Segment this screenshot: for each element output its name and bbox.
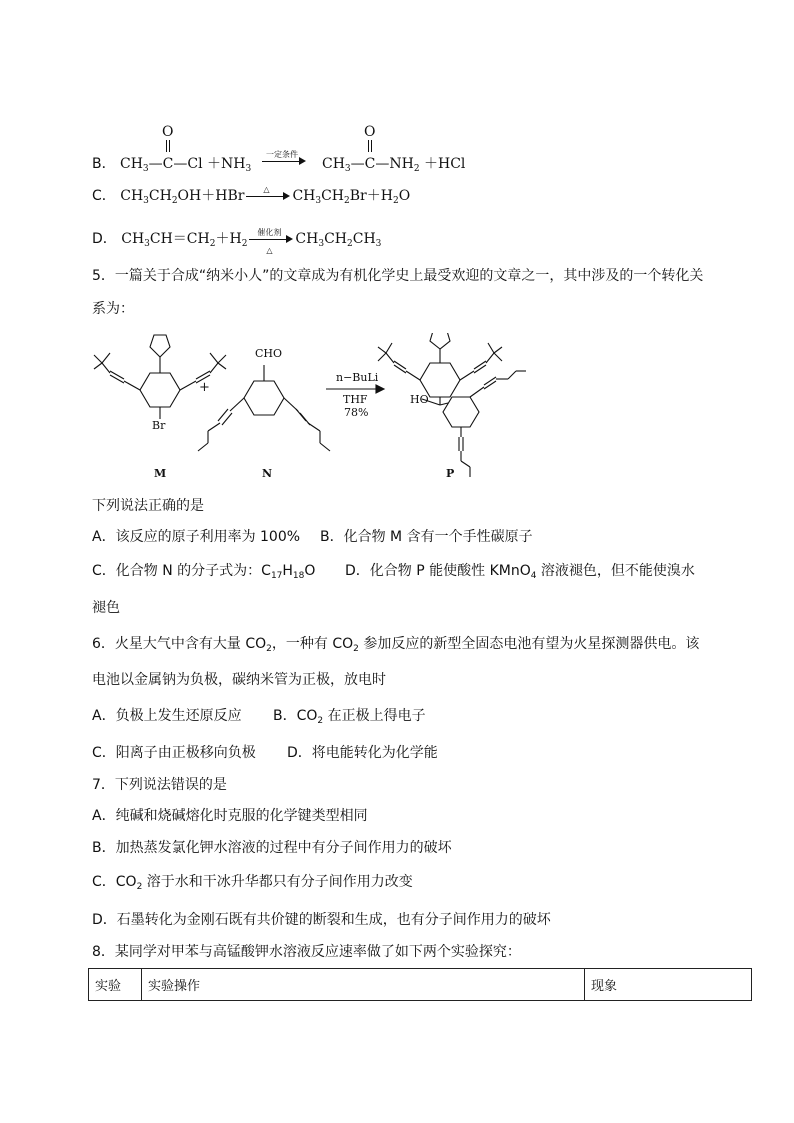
question-5-option-d: D．化合物 P 能使酸性 KMnO$_4$ 溶液褪色，但不能使溴水	[345, 563, 695, 581]
double-bond-icon	[368, 140, 369, 152]
question-5-option-d-cont: 褪色	[92, 600, 120, 616]
nanoputian-reaction-figure	[92, 333, 532, 485]
reaction-arrow-icon: △	[246, 189, 290, 203]
carbonyl-oxygen: O	[364, 124, 376, 140]
question-7-stem: 7．下列说法错误的是	[92, 777, 227, 793]
double-bond-icon	[166, 140, 167, 152]
reactant-acyl-chloride: $CH_3—C—Cl$	[120, 156, 203, 174]
question-5-stem: 5．一篇关于合成“纳米小人”的文章成为有机化学史上最受欢迎的文章之一，其中涉及的一个转化关	[92, 268, 704, 284]
option-c-reaction	[92, 186, 410, 206]
label-p: P	[446, 467, 455, 480]
question-5-prompt: 下列说法正确的是	[92, 498, 204, 514]
question-7-option-b: B．加热蒸发氯化钾水溶液的过程中有分子间作用力的破坏	[92, 840, 452, 856]
question-5-stem-cont: 系为：	[92, 301, 134, 317]
reaction-arrow-icon: 一定条件	[262, 154, 306, 168]
question-6-option-a: A．负极上发生还原反应	[92, 708, 242, 724]
question-6-option-b: B．$CO_2$ 在正极上得电子	[273, 708, 426, 726]
carbonyl-oxygen: O	[162, 124, 174, 140]
molecule-n	[198, 365, 330, 451]
plus-sign: +	[199, 380, 210, 395]
question-6-stem: 6．火星大气中含有大量 $CO_2$，一种有 $CO_2$ 参加反应的新型全固态电池有望为火星探测器供电。该	[92, 636, 700, 654]
reaction-arrow-icon: 催化剂 △	[249, 232, 293, 246]
reactant-ammonia: $+NH_3$	[207, 156, 252, 174]
col-header-experiment: 实验	[89, 969, 142, 1001]
option-d-reaction	[92, 228, 382, 255]
reagent-label: n−BuLi	[336, 371, 379, 384]
reaction-equation: $CH_3CH=CH_2+H_2$ 催化剂 △ $CH_3CH_2CH_3$	[121, 228, 382, 255]
question-8-stem: 8．某同学对甲苯与高锰酸钾水溶液反应速率做了如下两个实验探究：	[92, 944, 521, 960]
question-5-option-c: C．化合物 N 的分子式为：$C_{17}H_{18}O$	[92, 563, 316, 581]
solvent-label: THF	[343, 393, 368, 406]
label-n: N	[262, 467, 273, 480]
option-label: B．	[92, 156, 116, 172]
reaction-equation: $CH_3CH_2OH+HBr$ △ $CH_3CH_2Br+H_2O$	[120, 185, 411, 206]
molecule-p	[378, 333, 526, 477]
label-br: Br	[152, 419, 166, 432]
product-amide: $CH_3—C—NH_2$	[322, 156, 420, 174]
option-label: C．	[92, 188, 116, 204]
experiment-table	[88, 968, 752, 1001]
question-7-option-d: D．石墨转化为金刚石既有共价键的断裂和生成，也有分子间作用力的破坏	[92, 912, 551, 928]
option-label: D．	[92, 231, 117, 247]
question-5-option-a: A．该反应的原子利用率为 100%	[92, 529, 301, 545]
yield-label: 78%	[344, 406, 369, 419]
question-5-option-b: B．化合物 M 含有一个手性碳原子	[320, 529, 533, 545]
label-ho: HO	[410, 393, 429, 406]
question-6-option-d: D．将电能转化为化学能	[287, 745, 438, 761]
question-7-option-c: C．$CO_2$ 溶于水和干冰升华都只有分子间作用力改变	[92, 874, 413, 892]
product-hcl: ＋HCl	[424, 156, 466, 172]
col-header-phenomenon: 现象	[585, 969, 752, 1001]
question-6-stem-cont: 电池以金属钠为负极，碳纳米管为正极，放电时	[92, 672, 386, 688]
molecule-m	[94, 335, 226, 419]
label-m: M	[154, 467, 167, 480]
table-header-row	[89, 969, 752, 1001]
col-header-operation: 实验操作	[142, 969, 585, 1001]
label-cho: CHO	[255, 347, 283, 360]
question-7-option-a: A．纯碱和烧碱熔化时克服的化学键类型相同	[92, 808, 368, 824]
question-6-option-c: C．阳离子由正极移向负极	[92, 745, 256, 761]
